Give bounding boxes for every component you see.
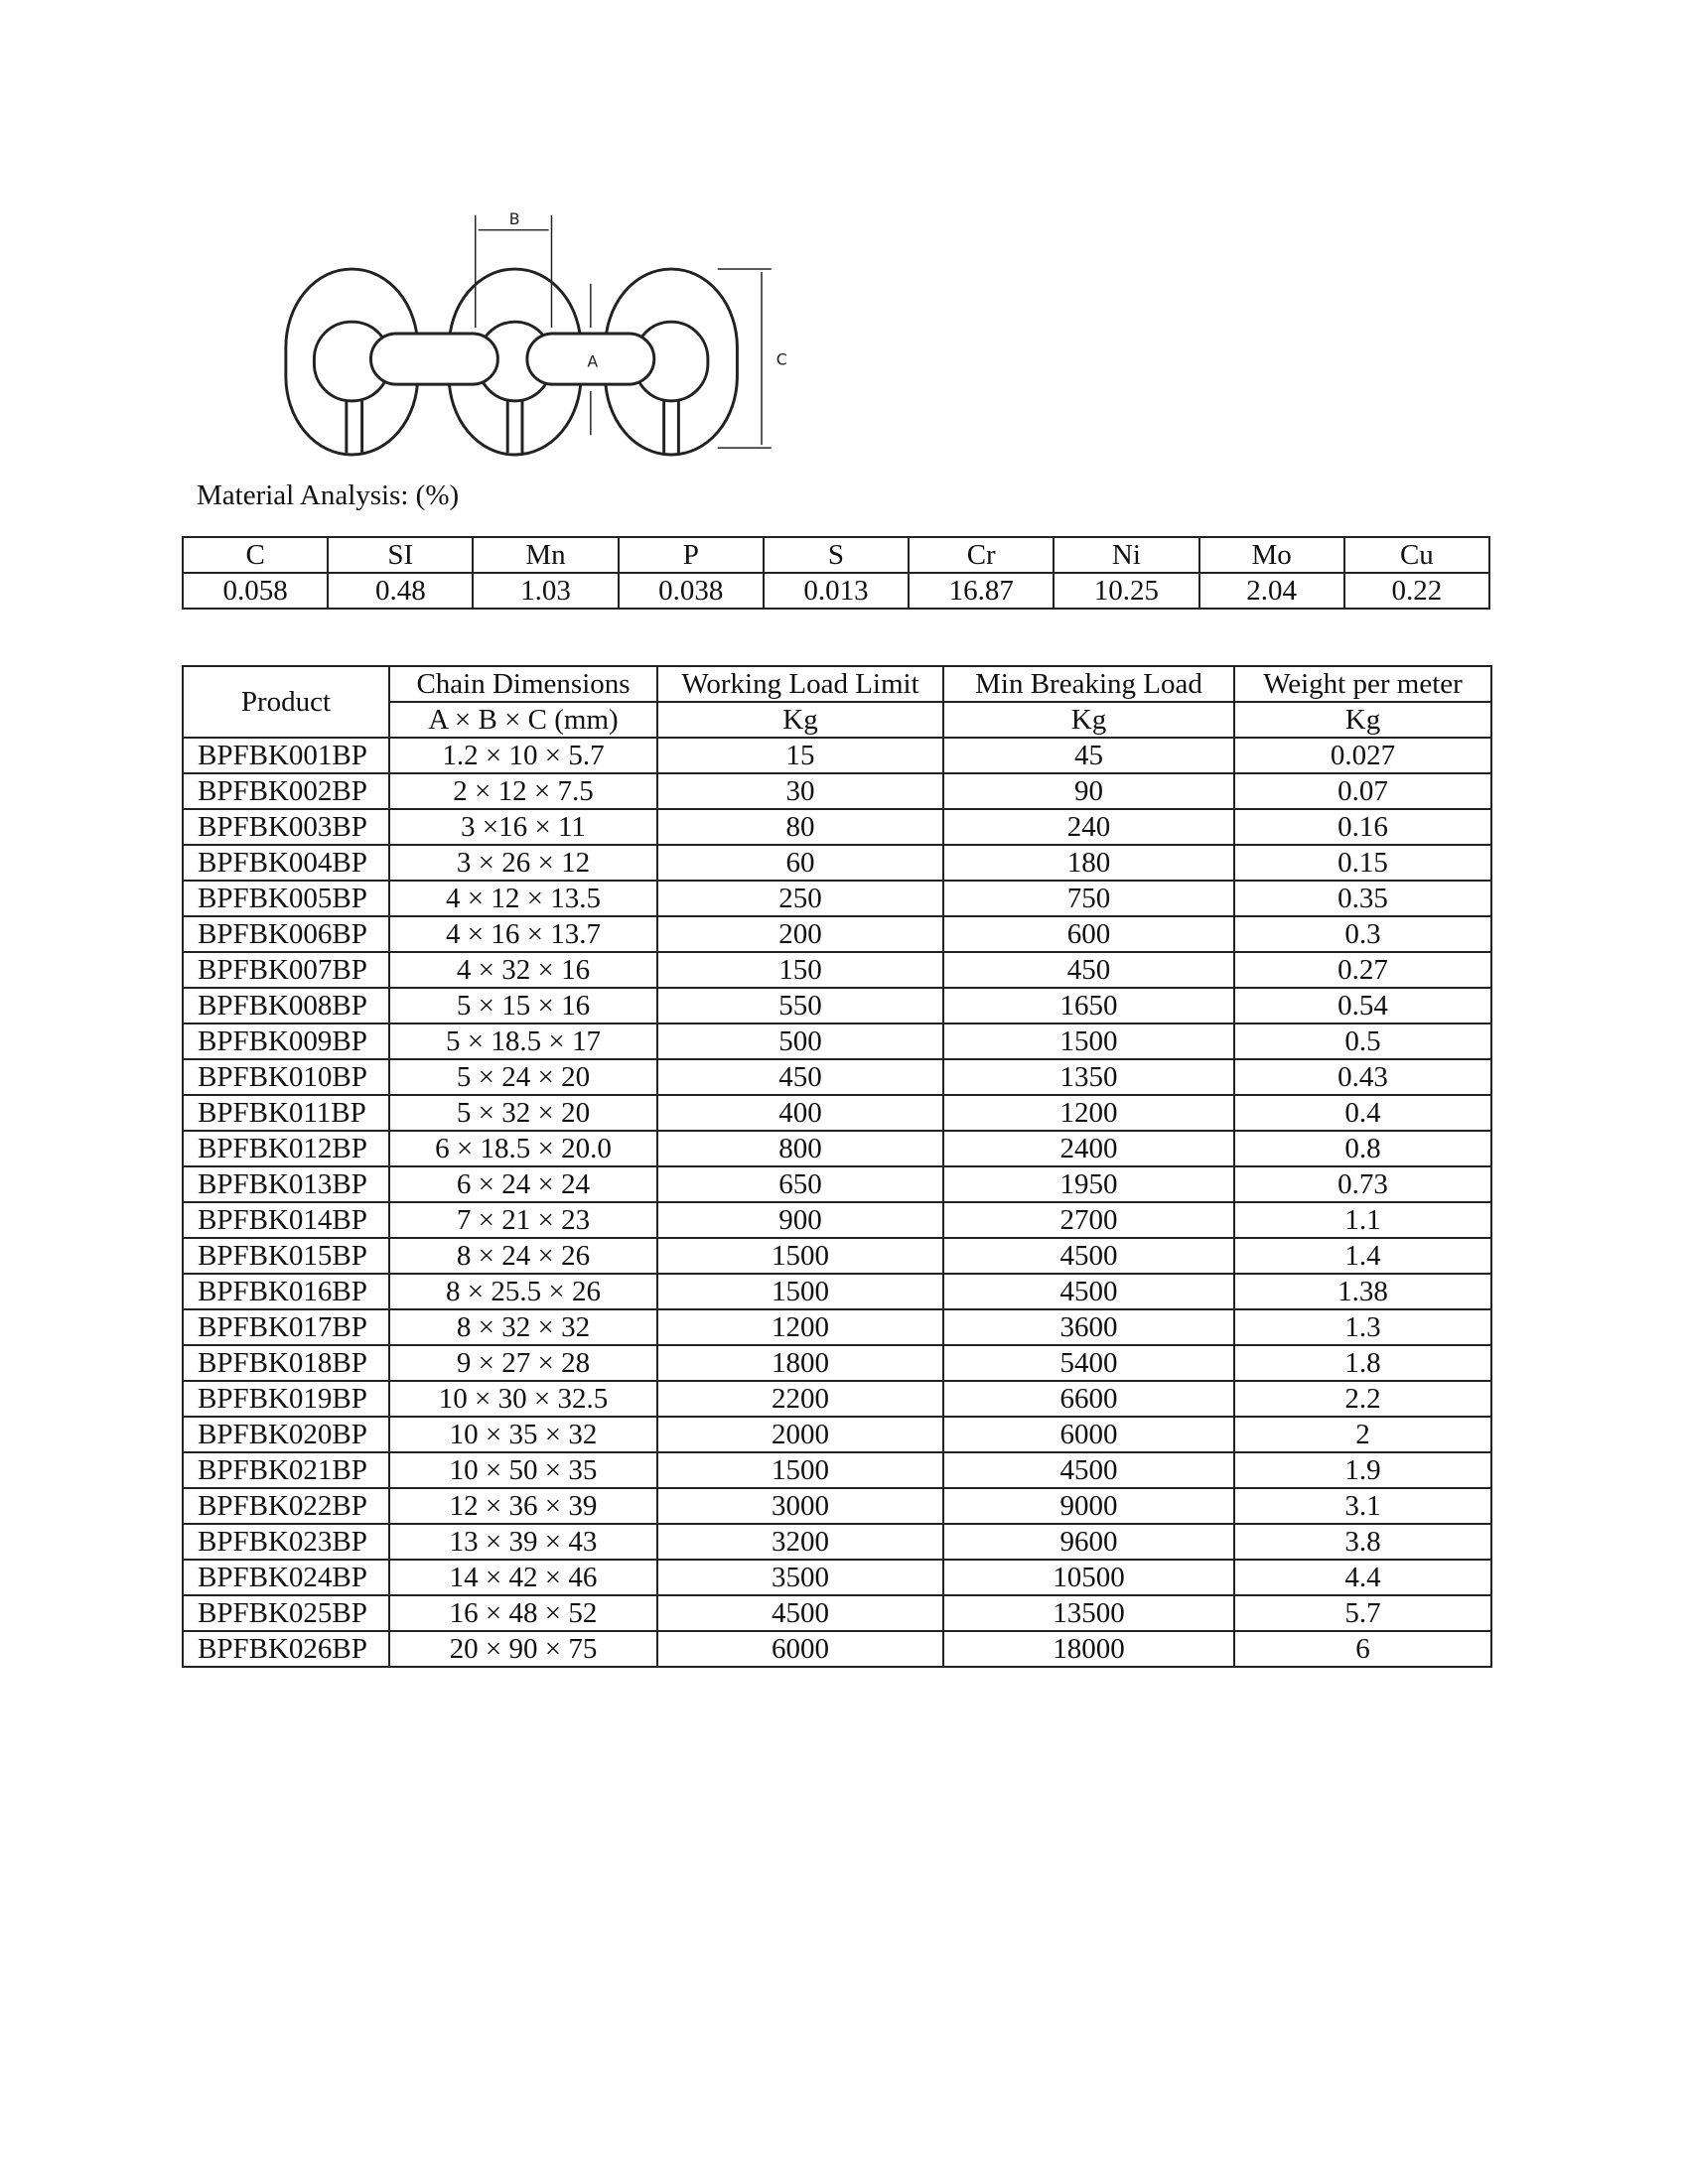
table-row bbox=[183, 1452, 1491, 1488]
chain-dimensions: 3 × 26 × 12 bbox=[389, 845, 657, 881]
table-row bbox=[183, 1595, 1491, 1631]
chain-dimensions: 3 ×16 × 11 bbox=[389, 809, 657, 845]
wll-unit: Kg bbox=[657, 702, 943, 738]
weight-per-meter: 6 bbox=[1234, 1631, 1491, 1667]
mbl-unit: Kg bbox=[943, 702, 1234, 738]
weight-per-meter: 2.2 bbox=[1234, 1381, 1491, 1417]
product-code: BPFBK018BP bbox=[183, 1345, 389, 1381]
chain-dimensions: 4 × 12 × 13.5 bbox=[389, 881, 657, 916]
element-header: Mn bbox=[473, 537, 618, 573]
table-row bbox=[183, 1309, 1491, 1345]
chain-dimensions: 5 × 24 × 20 bbox=[389, 1059, 657, 1095]
working-load-limit: 800 bbox=[657, 1131, 943, 1166]
working-load-limit: 3200 bbox=[657, 1524, 943, 1560]
min-breaking-load: 9600 bbox=[943, 1524, 1234, 1560]
label-a: A bbox=[587, 351, 599, 371]
chain-dimensions: 8 × 32 × 32 bbox=[389, 1309, 657, 1345]
product-code: BPFBK007BP bbox=[183, 952, 389, 988]
wll-header: Working Load Limit bbox=[657, 666, 943, 702]
min-breaking-load: 4500 bbox=[943, 1238, 1234, 1274]
chain-dimensions: 6 × 24 × 24 bbox=[389, 1166, 657, 1202]
chain-dimensions: 7 × 21 × 23 bbox=[389, 1202, 657, 1238]
element-value: 0.038 bbox=[619, 573, 764, 609]
element-header: C bbox=[183, 537, 328, 573]
min-breaking-load: 750 bbox=[943, 881, 1234, 916]
product-code: BPFBK013BP bbox=[183, 1166, 389, 1202]
weight-per-meter: 1.1 bbox=[1234, 1202, 1491, 1238]
working-load-limit: 1800 bbox=[657, 1345, 943, 1381]
min-breaking-load: 1350 bbox=[943, 1059, 1234, 1095]
element-header: Ni bbox=[1054, 537, 1198, 573]
weight-per-meter: 0.54 bbox=[1234, 988, 1491, 1024]
weight-per-meter: 0.43 bbox=[1234, 1059, 1491, 1095]
specs-header-row bbox=[183, 666, 1491, 702]
product-code: BPFBK021BP bbox=[183, 1452, 389, 1488]
table-row bbox=[183, 773, 1491, 809]
working-load-limit: 450 bbox=[657, 1059, 943, 1095]
weight-per-meter: 3.8 bbox=[1234, 1524, 1491, 1560]
table-row bbox=[183, 881, 1491, 916]
chain-dimensions: 4 × 16 × 13.7 bbox=[389, 916, 657, 952]
working-load-limit: 3000 bbox=[657, 1488, 943, 1524]
element-header: P bbox=[619, 537, 764, 573]
element-header: SI bbox=[328, 537, 473, 573]
element-value: 0.48 bbox=[328, 573, 473, 609]
working-load-limit: 150 bbox=[657, 952, 943, 988]
product-code: BPFBK011BP bbox=[183, 1095, 389, 1131]
chain-dimensions: 9 × 27 × 28 bbox=[389, 1345, 657, 1381]
working-load-limit: 550 bbox=[657, 988, 943, 1024]
working-load-limit: 2200 bbox=[657, 1381, 943, 1417]
min-breaking-load: 600 bbox=[943, 916, 1234, 952]
element-value: 16.87 bbox=[909, 573, 1054, 609]
working-load-limit: 200 bbox=[657, 916, 943, 952]
chain-dimensions: 16 × 48 × 52 bbox=[389, 1595, 657, 1631]
chain-dimensions: 5 × 15 × 16 bbox=[389, 988, 657, 1024]
table-row bbox=[183, 1631, 1491, 1667]
chain-dimensions: 10 × 50 × 35 bbox=[389, 1452, 657, 1488]
table-row bbox=[183, 988, 1491, 1024]
min-breaking-load: 2400 bbox=[943, 1131, 1234, 1166]
working-load-limit: 900 bbox=[657, 1202, 943, 1238]
working-load-limit: 2000 bbox=[657, 1417, 943, 1452]
chain-dimensions: 13 × 39 × 43 bbox=[389, 1524, 657, 1560]
product-code: BPFBK025BP bbox=[183, 1595, 389, 1631]
product-code: BPFBK012BP bbox=[183, 1131, 389, 1166]
weight-per-meter: 0.5 bbox=[1234, 1024, 1491, 1059]
dims-header: Chain Dimensions bbox=[389, 666, 657, 702]
weight-per-meter: 1.3 bbox=[1234, 1309, 1491, 1345]
chain-dimensions: 8 × 24 × 26 bbox=[389, 1238, 657, 1274]
product-code: BPFBK022BP bbox=[183, 1488, 389, 1524]
table-row bbox=[183, 845, 1491, 881]
chain-dimensions: 5 × 18.5 × 17 bbox=[389, 1024, 657, 1059]
table-row bbox=[183, 1202, 1491, 1238]
product-code: BPFBK020BP bbox=[183, 1417, 389, 1452]
product-code: BPFBK024BP bbox=[183, 1560, 389, 1595]
min-breaking-load: 240 bbox=[943, 809, 1234, 845]
product-code: BPFBK006BP bbox=[183, 916, 389, 952]
min-breaking-load: 90 bbox=[943, 773, 1234, 809]
product-code: BPFBK001BP bbox=[183, 738, 389, 773]
weight-per-meter: 3.1 bbox=[1234, 1488, 1491, 1524]
table-row bbox=[183, 1024, 1491, 1059]
product-code: BPFBK026BP bbox=[183, 1631, 389, 1667]
working-load-limit: 1500 bbox=[657, 1238, 943, 1274]
min-breaking-load: 6000 bbox=[943, 1417, 1234, 1452]
min-breaking-load: 1650 bbox=[943, 988, 1234, 1024]
weight-per-meter: 1.38 bbox=[1234, 1274, 1491, 1309]
label-c: C bbox=[775, 349, 787, 369]
table-row bbox=[183, 952, 1491, 988]
table-row bbox=[183, 1417, 1491, 1452]
weight-per-meter: 0.15 bbox=[1234, 845, 1491, 881]
weight-per-meter: 0.73 bbox=[1234, 1166, 1491, 1202]
product-code: BPFBK016BP bbox=[183, 1274, 389, 1309]
table-row bbox=[183, 1095, 1491, 1131]
chain-dimensions: 1.2 × 10 × 5.7 bbox=[389, 738, 657, 773]
weight-per-meter: 4.4 bbox=[1234, 1560, 1491, 1595]
working-load-limit: 3500 bbox=[657, 1560, 943, 1595]
table-row bbox=[183, 1345, 1491, 1381]
chain-dimensions: 6 × 18.5 × 20.0 bbox=[389, 1131, 657, 1166]
working-load-limit: 250 bbox=[657, 881, 943, 916]
min-breaking-load: 10500 bbox=[943, 1560, 1234, 1595]
product-code: BPFBK015BP bbox=[183, 1238, 389, 1274]
element-value: 0.013 bbox=[764, 573, 909, 609]
product-code: BPFBK003BP bbox=[183, 809, 389, 845]
product-code: BPFBK023BP bbox=[183, 1524, 389, 1560]
table-row bbox=[183, 1166, 1491, 1202]
working-load-limit: 1500 bbox=[657, 1274, 943, 1309]
weight-per-meter: 0.3 bbox=[1234, 916, 1491, 952]
min-breaking-load: 4500 bbox=[943, 1274, 1234, 1309]
label-b: B bbox=[508, 208, 520, 228]
min-breaking-load: 3600 bbox=[943, 1309, 1234, 1345]
product-code: BPFBK004BP bbox=[183, 845, 389, 881]
product-header: Product bbox=[183, 666, 389, 738]
chain-diagram bbox=[278, 189, 1489, 477]
material-analysis-title: Material Analysis: (%) bbox=[197, 479, 460, 511]
weight-unit: Kg bbox=[1234, 702, 1491, 738]
min-breaking-load: 13500 bbox=[943, 1595, 1234, 1631]
chain-dimensions: 8 × 25.5 × 26 bbox=[389, 1274, 657, 1309]
chain-dimensions: 2 × 12 × 7.5 bbox=[389, 773, 657, 809]
min-breaking-load: 2700 bbox=[943, 1202, 1234, 1238]
element-value: 1.03 bbox=[473, 573, 618, 609]
min-breaking-load: 9000 bbox=[943, 1488, 1234, 1524]
working-load-limit: 60 bbox=[657, 845, 943, 881]
working-load-limit: 6000 bbox=[657, 1631, 943, 1667]
weight-per-meter: 0.8 bbox=[1234, 1131, 1491, 1166]
product-code: BPFBK017BP bbox=[183, 1309, 389, 1345]
min-breaking-load: 45 bbox=[943, 738, 1234, 773]
chain-dimensions: 5 × 32 × 20 bbox=[389, 1095, 657, 1131]
element-header: Mo bbox=[1199, 537, 1344, 573]
min-breaking-load: 5400 bbox=[943, 1345, 1234, 1381]
chain-dimensions: 10 × 30 × 32.5 bbox=[389, 1381, 657, 1417]
weight-header: Weight per meter bbox=[1234, 666, 1491, 702]
material-value-row bbox=[183, 573, 1489, 609]
element-value: 0.058 bbox=[183, 573, 328, 609]
working-load-limit: 4500 bbox=[657, 1595, 943, 1631]
table-row bbox=[183, 1488, 1491, 1524]
weight-per-meter: 1.4 bbox=[1234, 1238, 1491, 1274]
element-value: 0.22 bbox=[1344, 573, 1489, 609]
product-code: BPFBK005BP bbox=[183, 881, 389, 916]
product-code: BPFBK019BP bbox=[183, 1381, 389, 1417]
element-value: 2.04 bbox=[1199, 573, 1344, 609]
working-load-limit: 30 bbox=[657, 773, 943, 809]
chain-dimensions: 4 × 32 × 16 bbox=[389, 952, 657, 988]
product-code: BPFBK002BP bbox=[183, 773, 389, 809]
table-row bbox=[183, 1274, 1491, 1309]
weight-per-meter: 0.027 bbox=[1234, 738, 1491, 773]
element-header: S bbox=[764, 537, 909, 573]
mbl-header: Min Breaking Load bbox=[943, 666, 1234, 702]
table-row bbox=[183, 1059, 1491, 1095]
working-load-limit: 650 bbox=[657, 1166, 943, 1202]
weight-per-meter: 0.27 bbox=[1234, 952, 1491, 988]
chain-dimensions: 14 × 42 × 46 bbox=[389, 1560, 657, 1595]
min-breaking-load: 450 bbox=[943, 952, 1234, 988]
product-code: BPFBK010BP bbox=[183, 1059, 389, 1095]
min-breaking-load: 1500 bbox=[943, 1024, 1234, 1059]
weight-per-meter: 1.8 bbox=[1234, 1345, 1491, 1381]
table-row bbox=[183, 1524, 1491, 1560]
working-load-limit: 1200 bbox=[657, 1309, 943, 1345]
product-code: BPFBK014BP bbox=[183, 1202, 389, 1238]
table-row bbox=[183, 1131, 1491, 1166]
table-row bbox=[183, 916, 1491, 952]
material-header-row bbox=[183, 537, 1489, 573]
min-breaking-load: 18000 bbox=[943, 1631, 1234, 1667]
dims-unit: A × B × C (mm) bbox=[389, 702, 657, 738]
product-code: BPFBK009BP bbox=[183, 1024, 389, 1059]
min-breaking-load: 1950 bbox=[943, 1166, 1234, 1202]
table-row bbox=[183, 1560, 1491, 1595]
min-breaking-load: 180 bbox=[943, 845, 1234, 881]
specs-body bbox=[183, 738, 1491, 1667]
table-row bbox=[183, 809, 1491, 845]
working-load-limit: 15 bbox=[657, 738, 943, 773]
weight-per-meter: 2 bbox=[1234, 1417, 1491, 1452]
weight-per-meter: 0.4 bbox=[1234, 1095, 1491, 1131]
chain-dimensions: 12 × 36 × 39 bbox=[389, 1488, 657, 1524]
working-load-limit: 80 bbox=[657, 809, 943, 845]
element-header: Cr bbox=[909, 537, 1054, 573]
weight-per-meter: 0.35 bbox=[1234, 881, 1491, 916]
weight-per-meter: 0.16 bbox=[1234, 809, 1491, 845]
table-row bbox=[183, 1381, 1491, 1417]
min-breaking-load: 4500 bbox=[943, 1452, 1234, 1488]
product-code: BPFBK008BP bbox=[183, 988, 389, 1024]
working-load-limit: 400 bbox=[657, 1095, 943, 1131]
chain-specs-table bbox=[182, 665, 1492, 1668]
chain-dimensions: 20 × 90 × 75 bbox=[389, 1631, 657, 1667]
weight-per-meter: 5.7 bbox=[1234, 1595, 1491, 1631]
working-load-limit: 1500 bbox=[657, 1452, 943, 1488]
min-breaking-load: 1200 bbox=[943, 1095, 1234, 1131]
chain-dimensions: 10 × 35 × 32 bbox=[389, 1417, 657, 1452]
table-row bbox=[183, 738, 1491, 773]
element-value: 10.25 bbox=[1054, 573, 1198, 609]
weight-per-meter: 1.9 bbox=[1234, 1452, 1491, 1488]
min-breaking-load: 6600 bbox=[943, 1381, 1234, 1417]
material-analysis-table bbox=[182, 536, 1490, 610]
weight-per-meter: 0.07 bbox=[1234, 773, 1491, 809]
working-load-limit: 500 bbox=[657, 1024, 943, 1059]
element-header: Cu bbox=[1344, 537, 1489, 573]
table-row bbox=[183, 1238, 1491, 1274]
